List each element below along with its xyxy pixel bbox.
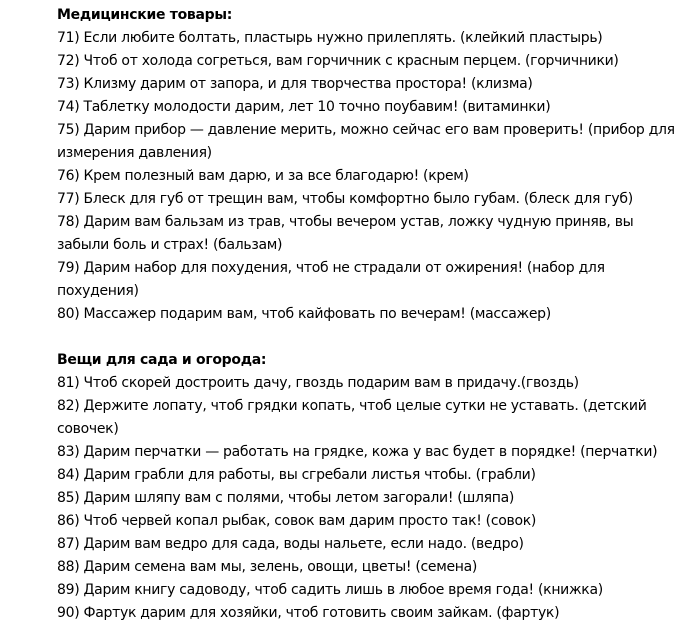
list-item: 82) Держите лопату, чтоб грядки копать, чтоб целые сутки не уставать. (детский совочек): [57, 398, 647, 437]
section-heading: Вещи для сада и огорода:: [57, 352, 267, 368]
list-item: 86) Чтоб червей копал рыбак, совок вам дарим просто так! (совок): [57, 513, 537, 529]
list-item: 87) Дарим вам ведро для сада, воды нальете, если надо. (ведро): [57, 536, 524, 552]
list-item: 84) Дарим грабли для работы, вы сгребали листья чтобы. (грабли): [57, 467, 536, 483]
list-item: 80) Массажер подарим вам, чтоб кайфовать по вечерам! (массажер): [57, 306, 551, 322]
gift-category-section: [57, 4, 687, 326]
list-item: 73) Клизму дарим от запора, и для творчества простора! (клизма): [57, 76, 533, 92]
list-item: 76) Крем полезный вам дарю, и за все благодарю! (крем): [57, 168, 469, 184]
list-item: 72) Чтоб от холода согреться, вам горчичник с красным перцем. (горчичники): [57, 53, 619, 69]
list-item: 83) Дарим перчатки — работать на грядке, кожа у вас будет в порядке! (перчатки): [57, 444, 658, 460]
list-item: 90) Фартук дарим для хозяйки, чтоб готовить своим зайкам. (фартук): [57, 605, 560, 621]
list-item: 85) Дарим шляпу вам с полями, чтобы летом загорали! (шляпа): [57, 490, 515, 506]
gift-rhymes-document: [57, 4, 687, 625]
list-item: 75) Дарим прибор — давление мерить, можно сейчас его вам проверить! (прибор для измерения давления): [57, 122, 675, 161]
list-item: 78) Дарим вам бальзам из трав, чтобы вечером устав, ложку чудную приняв, вы забыли боль и страх! (бальзам): [57, 214, 634, 253]
list-item: 77) Блеск для губ от трещин вам, чтобы комфортно было губам. (блеск для губ): [57, 191, 633, 207]
list-item: 88) Дарим семена вам мы, зелень, овощи, цветы! (семена): [57, 559, 478, 575]
list-item: 74) Таблетку молодости дарим, лет 10 точно поубавим! (витаминки): [57, 99, 551, 115]
section-heading: Медицинские товары:: [57, 7, 233, 23]
gift-category-section: [57, 349, 687, 625]
list-item: 71) Если любите болтать, пластырь нужно прилеплять. (клейкий пластырь): [57, 30, 603, 46]
list-item: 89) Дарим книгу садоводу, чтоб садить лишь в любое время года! (книжка): [57, 582, 603, 598]
list-item: 81) Чтоб скорей достроить дачу, гвоздь подарим вам в придачу.(гвоздь): [57, 375, 579, 391]
list-item: 79) Дарим набор для похудения, чтоб не страдали от ожирения! (набор для похудения): [57, 260, 605, 299]
